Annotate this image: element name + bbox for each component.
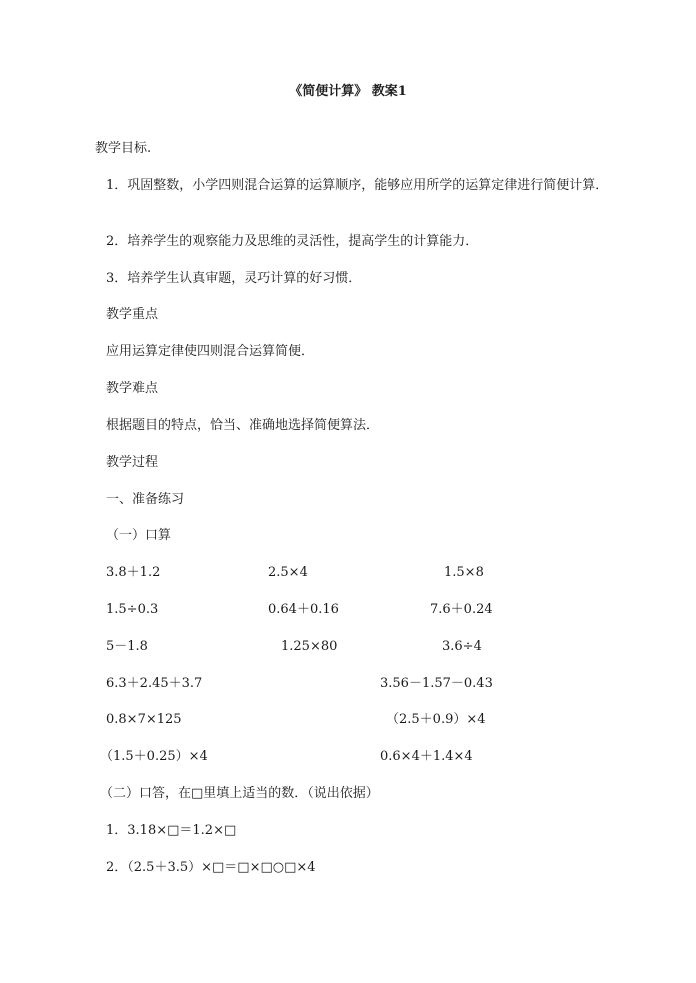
objective-2: 2．培养学生的观察能力及思维的灵活性，提高学生的计算能力． <box>106 234 479 249</box>
oral-item: 0.8×7×125 <box>106 712 182 727</box>
oral-item: 0.64＋0.16 <box>268 602 339 617</box>
fill-item-1: 1．3.18×□＝1.2×□ <box>106 823 237 838</box>
oral-item: 0.6×4＋1.4×4 <box>380 749 473 764</box>
oral-item: （2.5＋0.9）×4 <box>386 712 486 727</box>
oral-item: 6.3＋2.45＋3.7 <box>106 676 203 691</box>
objective-1: 1．巩固整数，小学四则混合运算的运算顺序，能够应用所学的运算定律进行简便计算． <box>106 178 609 193</box>
difficulties-heading: 教学难点 <box>106 381 159 396</box>
part-2-heading: （二）口答，在□里填上适当的数．（说出依据） <box>100 786 379 801</box>
oral-item: 3.56－1.57－0.43 <box>380 676 493 691</box>
oral-item: 1.5×8 <box>444 565 484 580</box>
part-1-heading: （一）口算 <box>106 528 172 543</box>
oral-item: 7.6＋0.24 <box>430 602 493 617</box>
key-points-text: 应用运算定律使四则混合运算简便． <box>106 344 315 359</box>
fill-item-2: 2．（2.5＋3.5）×□＝□×□○□×4 <box>106 860 316 875</box>
objective-3: 3．培养学生认真审题，灵巧计算的好习惯． <box>106 271 362 286</box>
document-title: 《简便计算》 教案1 <box>289 84 407 99</box>
oral-item: 1.25×80 <box>281 639 338 654</box>
oral-item: 3.8＋1.2 <box>106 565 161 580</box>
oral-item: 3.6÷4 <box>442 639 482 654</box>
process-heading: 教学过程 <box>106 455 159 470</box>
oral-item: 5－1.8 <box>106 639 148 654</box>
oral-item: （1.5＋0.25）×4 <box>100 749 208 764</box>
key-points-heading: 教学重点 <box>106 307 159 322</box>
objectives-heading: 教学目标. <box>95 141 152 156</box>
difficulties-text: 根据题目的特点，恰当、准确地选择简便算法． <box>106 418 380 433</box>
section-1-heading: 一、准备练习 <box>106 492 185 507</box>
oral-item: 2.5×4 <box>268 565 308 580</box>
oral-item: 1.5÷0.3 <box>106 602 159 617</box>
